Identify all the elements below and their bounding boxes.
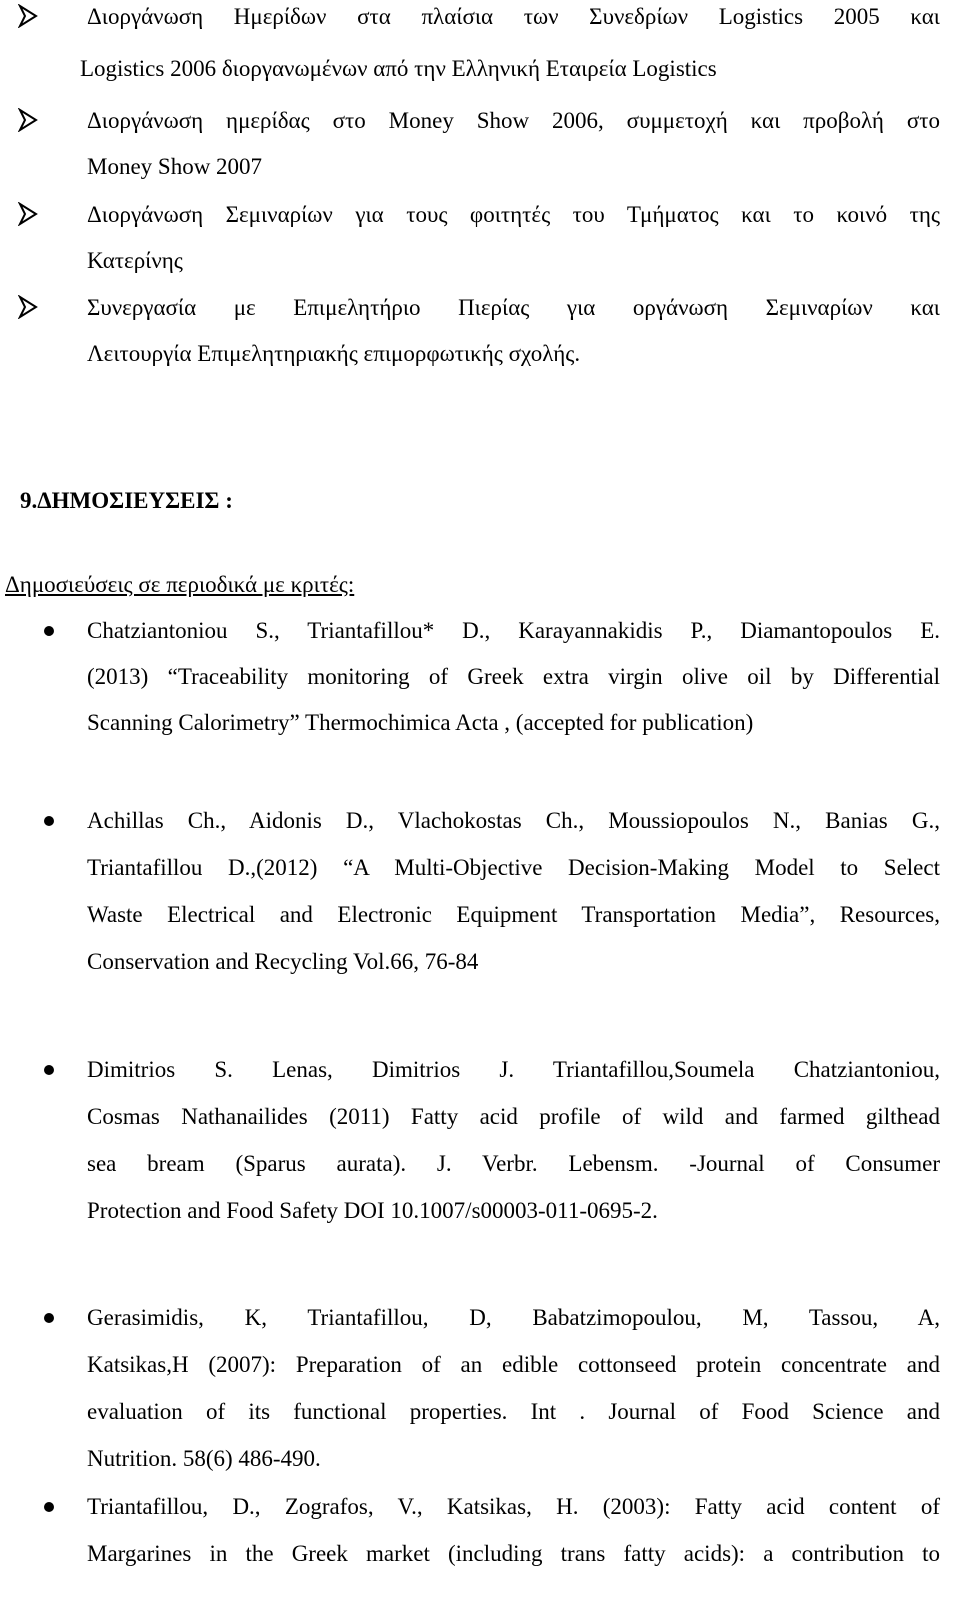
activity-line: Κατερίνης [87,248,183,273]
bullet-dot-icon [44,1502,54,1512]
publication-line: evaluation of its functional properties. Int . Journal of Food Science and [87,1399,940,1424]
publication-line: Triantafillou D.,(2012) “A Multi-Objective Decision-Making Model to Select [87,855,940,880]
publication-line: Scanning Calorimetry” Thermochimica Acta , (accepted for publication) [87,710,754,735]
bullet-dot-icon [44,816,54,826]
bullet-dot-icon [44,1065,54,1075]
publication-line: (2013) “Traceability monitoring of Greek extra virgin olive oil by Differential [87,664,940,689]
publication-line: sea bream (Sparus aurata). J. Verbr. Lebensm. -Journal of Consumer [87,1151,940,1176]
activity-line: Διοργάνωση Σεμιναρίων για τους φοιτητές του Τμήματος και το κοινό της [87,202,940,227]
section-subheading: Δημοσιεύσεις σε περιοδικά με κριτές: [5,572,355,597]
publication-line: Waste Electrical and Electronic Equipment Transportation Media”, Resources, [87,902,940,927]
arrow-bullet-icon [18,108,38,132]
publication-line: Margarines in the Greek market (including trans fatty acids): a contribution to [87,1541,940,1566]
activity-line: Διοργάνωση ημερίδας στο Money Show 2006, συμμετοχή και προβολή στο [87,108,940,133]
arrow-bullet-icon [18,202,38,226]
arrow-bullet-icon [18,295,38,319]
publication-line: Nutrition. 58(6) 486-490. [87,1446,321,1471]
publication-line: Chatziantoniou S., Triantafillou* D., Karayannakidis P., Diamantopoulos E. [87,618,940,643]
publication-line: Gerasimidis, K, Triantafillou, D, Babatzimopoulou, M, Tassou, A, [87,1305,940,1330]
bullet-dot-icon [44,626,54,636]
publication-line: Triantafillou, D., Zografos, V., Katsikas, H. (2003): Fatty acid content of [87,1494,940,1519]
publication-line: Dimitrios S. Lenas, Dimitrios J. Triantafillou,Soumela Chatziantoniou, [87,1057,940,1082]
bullet-dot-icon [44,1313,54,1323]
publication-line: Katsikas,H (2007): Preparation of an edible cottonseed protein concentrate and [87,1352,940,1377]
arrow-bullet-icon [18,4,38,28]
activity-line: Money Show 2007 [87,154,263,179]
publication-line: Conservation and Recycling Vol.66, 76-84 [87,949,479,974]
section-heading: 9.ΔΗΜΟΣΙΕΥΣΕΙΣ : [20,488,233,513]
activity-line: Λειτουργία Επιμελητηριακής επιμορφωτικής σχολής. [87,341,581,366]
publication-line: Achillas Ch., Aidonis D., Vlachokostas Ch., Moussiopoulos N., Banias G., [87,808,940,833]
activity-line: Συνεργασία με Επιμελητήριο Πιερίας για οργάνωση Σεμιναρίων και [87,295,940,320]
publication-line: Cosmas Nathanailides (2011) Fatty acid profile of wild and farmed gilthead [87,1104,940,1129]
activity-line: Logistics 2006 διοργανωμένων από την Ελληνική Εταιρεία Logistics [80,56,717,81]
publication-line: Protection and Food Safety DOI 10.1007/s00003-011-0695-2. [87,1198,658,1223]
activity-line: Διοργάνωση Ημερίδων στα πλαίσια των Συνεδρίων Logistics 2005 και [87,4,940,29]
